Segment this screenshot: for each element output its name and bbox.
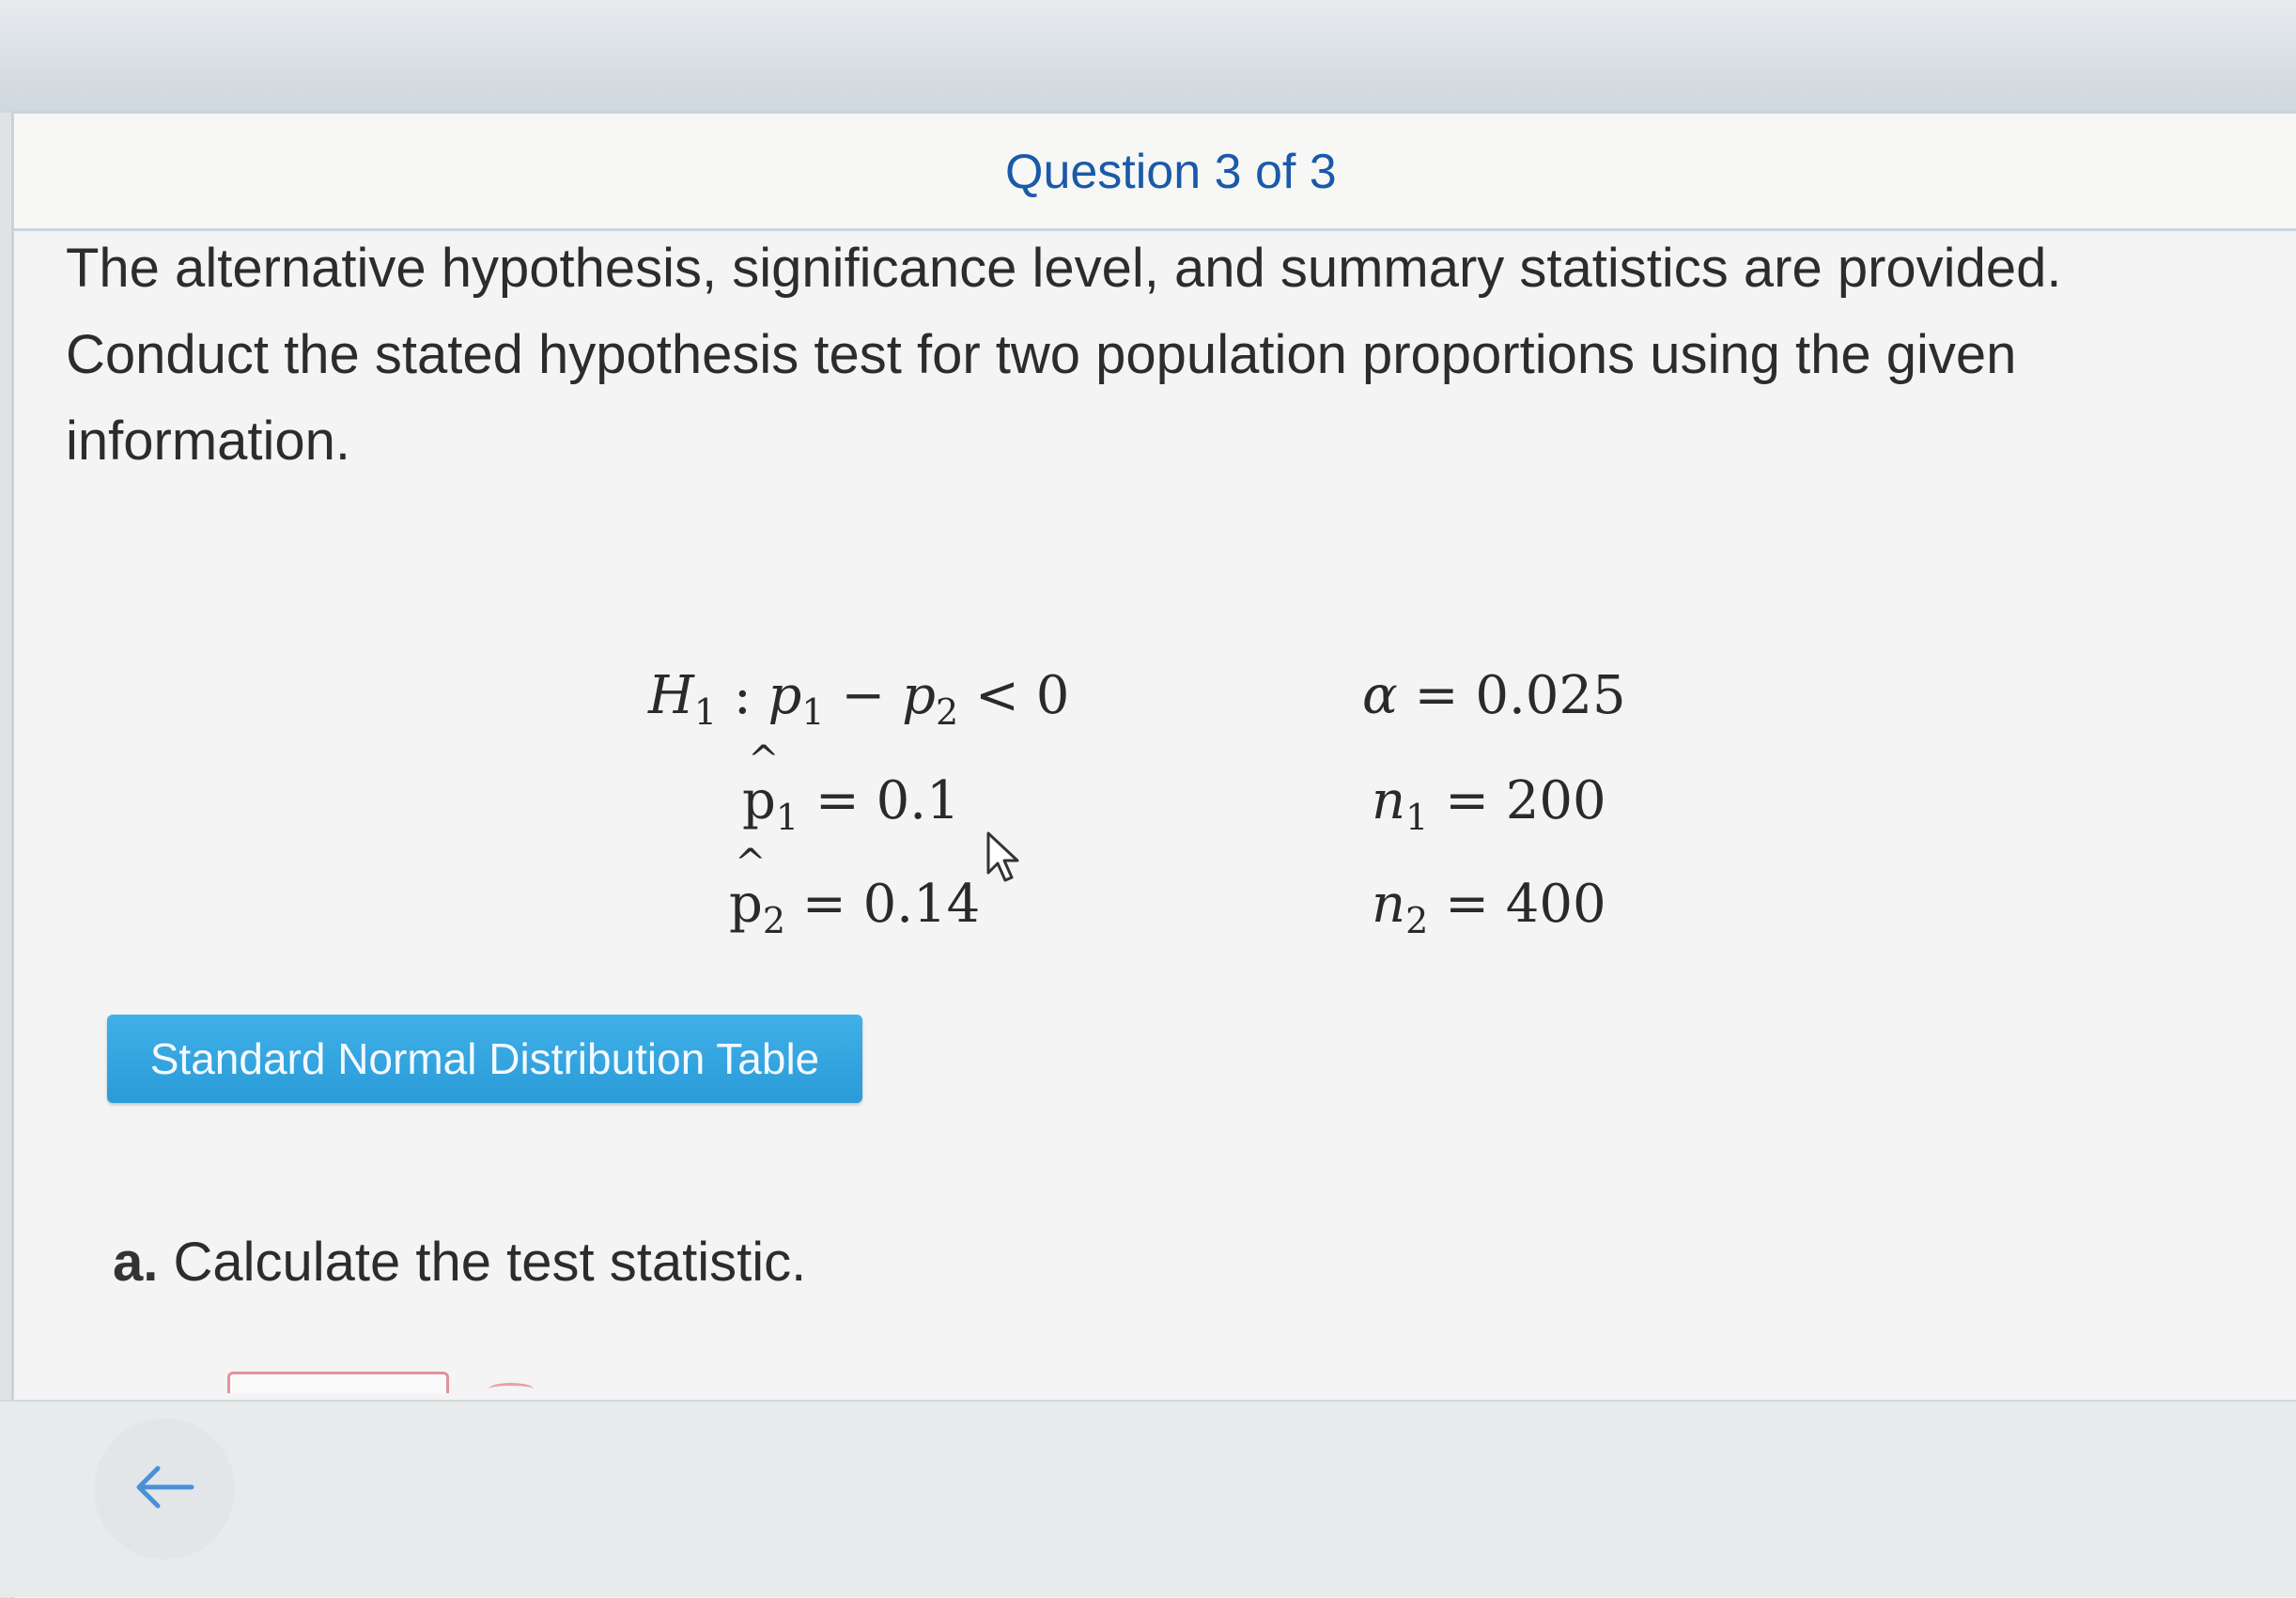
alternative-hypothesis <box>648 665 1069 733</box>
browser-top-strip <box>0 0 2296 113</box>
n2-symbol: n <box>1372 874 1406 935</box>
colon: : <box>733 665 752 726</box>
test-statistic-input[interactable] <box>227 1372 449 1393</box>
h-symbol: H <box>648 665 694 726</box>
arrow-left-icon <box>132 1464 197 1514</box>
question-title: Question 3 of 3 <box>1005 145 1337 199</box>
p1-hat-value: = 0.1 <box>814 770 960 831</box>
sample-size-1 <box>1372 770 1606 838</box>
p2-symbol: p <box>902 665 936 726</box>
p2-hat-subscript: 2 <box>762 900 786 942</box>
n2-subscript: 2 <box>1405 900 1429 942</box>
n2-value: = 400 <box>1445 874 1606 935</box>
hypothesis-rhs: < 0 <box>974 665 1070 726</box>
question-prompt: The alternative hypothesis, significance level, and summary statistics are provided. Conduct the stated hypothesis test for two population proportions using the given information. <box>66 238 2062 472</box>
n1-subscript: 1 <box>1405 797 1429 839</box>
back-button[interactable] <box>94 1419 235 1559</box>
minus-sign: − <box>841 665 886 726</box>
part-a-text: Calculate the test statistic. <box>173 1232 807 1293</box>
h-subscript: 1 <box>693 691 718 734</box>
alpha-symbol: α <box>1362 665 1398 726</box>
sample-proportion-2 <box>729 874 980 941</box>
n1-value: = 200 <box>1445 770 1606 831</box>
p1-symbol: p <box>768 665 802 726</box>
p1-subscript: 1 <box>801 691 825 734</box>
p2-hat-symbol: ^ p <box>729 874 763 935</box>
n1-symbol: n <box>1372 770 1406 831</box>
footer-bar <box>0 1400 2296 1597</box>
mouse-pointer-icon <box>986 831 1022 888</box>
answer-status-mark <box>489 1383 534 1395</box>
p2-subscript: 2 <box>935 691 959 734</box>
question-header <box>14 114 2296 231</box>
sample-proportion-1 <box>742 770 960 838</box>
p2-hat-value: = 0.14 <box>801 874 981 935</box>
p1-hat-subscript: 1 <box>775 797 799 839</box>
part-a-prompt <box>113 1231 806 1294</box>
p1-hat-symbol: ^ p <box>742 770 776 831</box>
alpha-value: = 0.025 <box>1414 665 1626 726</box>
sample-size-2 <box>1372 874 1606 941</box>
part-a-letter: a. <box>113 1232 159 1293</box>
significance-level <box>1362 665 1626 726</box>
standard-normal-table-button[interactable]: Standard Normal Distribution Table <box>107 1015 862 1103</box>
